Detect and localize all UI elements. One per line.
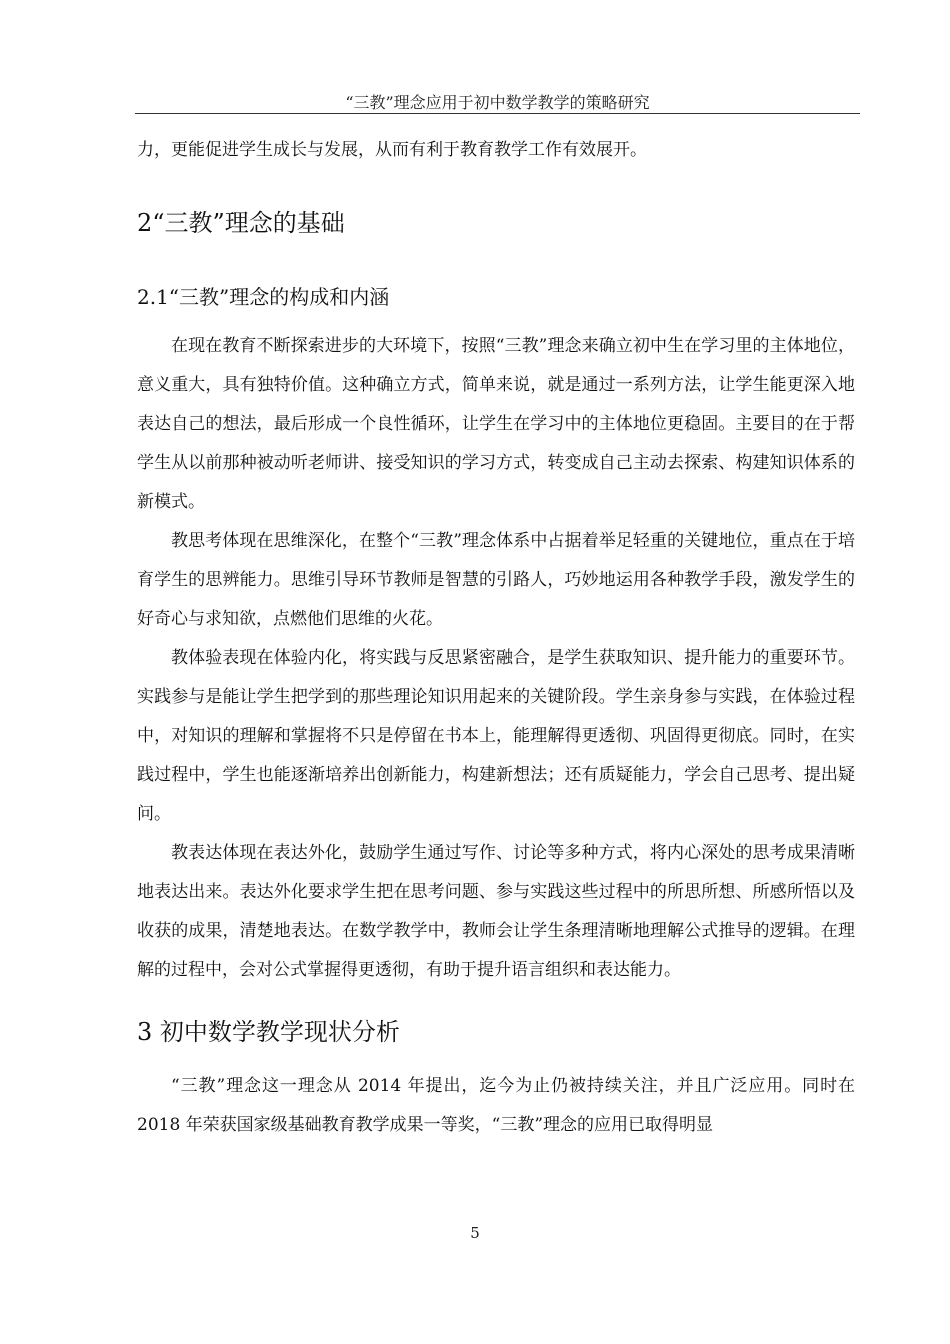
body-paragraph-status: “三教”理念这一理念从 2014 年提出，迄今为止仍被持续关注，并且广泛应用。同时在 2018 年荣获国家级基础教育教学成果一等奖，“三教”理念的应用已取得明显 — [137, 1076, 855, 1135]
body-paragraph-experience: 教体验表现在体验内化，将实践与反思紧密融合，是学生获取知识、提升能力的重要环节。实践参与是能让学生把学到的那些理论知识用起来的关键阶段。学生亲身参与实践，在体验过程中，对知识的理解和掌握将不只是停留在书本上，能理解得更透彻、巩固得更彻底。同时，在实践过程中，学生也能逐渐培养出创新能力，构建新想法；还有质疑能力，学会自己思考、提出疑问。 — [137, 648, 855, 824]
page-number: 5 — [470, 1224, 480, 1242]
section-2-heading: 2“三教”理念的基础 — [137, 209, 345, 237]
running-header-title: “三教”理念应用于初中数学教学的策略研究 — [345, 93, 650, 112]
body-paragraph-thinking: 教思考体现在思维深化，在整个“三教”理念体系中占据着举足轻重的关键地位，重点在于培育学生的思辨能力。思维引导环节教师是智慧的引路人，巧妙地运用各种教学手段，激发学生的好奇心与求知欲，点燃他们思维的火花。 — [137, 531, 855, 629]
header-divider — [135, 113, 860, 114]
section-3-heading: 3 初中数学教学现状分析 — [137, 1018, 400, 1046]
continued-paragraph: 力，更能促进学生成长与发展，从而有利于教育教学工作有效展开。 — [137, 140, 647, 160]
body-paragraph-intro: 在现在教育不断探索进步的大环境下，按照“三教”理念来确立初中生在学习里的主体地位，意义重大，具有独特价值。这种确立方式，简单来说，就是通过一系列方法，让学生能更深入地表达自己的想法，最后形成一个良性循环，让学生在学习中的主体地位更稳固。主要目的在于帮学生从以前那种被动听老师讲、接受知识的学习方式，转变成自己主动去探索、构建知识体系的新模式。 — [137, 336, 855, 512]
page-body — [137, 131, 855, 1145]
subsection-2-1-heading: 2.1“三教”理念的构成和内涵 — [137, 285, 390, 309]
body-paragraph-expression: 教表达体现在表达外化，鼓励学生通过写作、讨论等多种方式，将内心深处的思考成果清晰地表达出来。表达外化要求学生把在思考问题、参与实践这些过程中的所思所想、所感所悟以及收获的成果，清楚地表达。在数学教学中，教师会让学生条理清晰地理解公式推导的逻辑。在理解的过程中，会对公式掌握得更透彻，有助于提升语言组织和表达能力。 — [137, 843, 855, 980]
